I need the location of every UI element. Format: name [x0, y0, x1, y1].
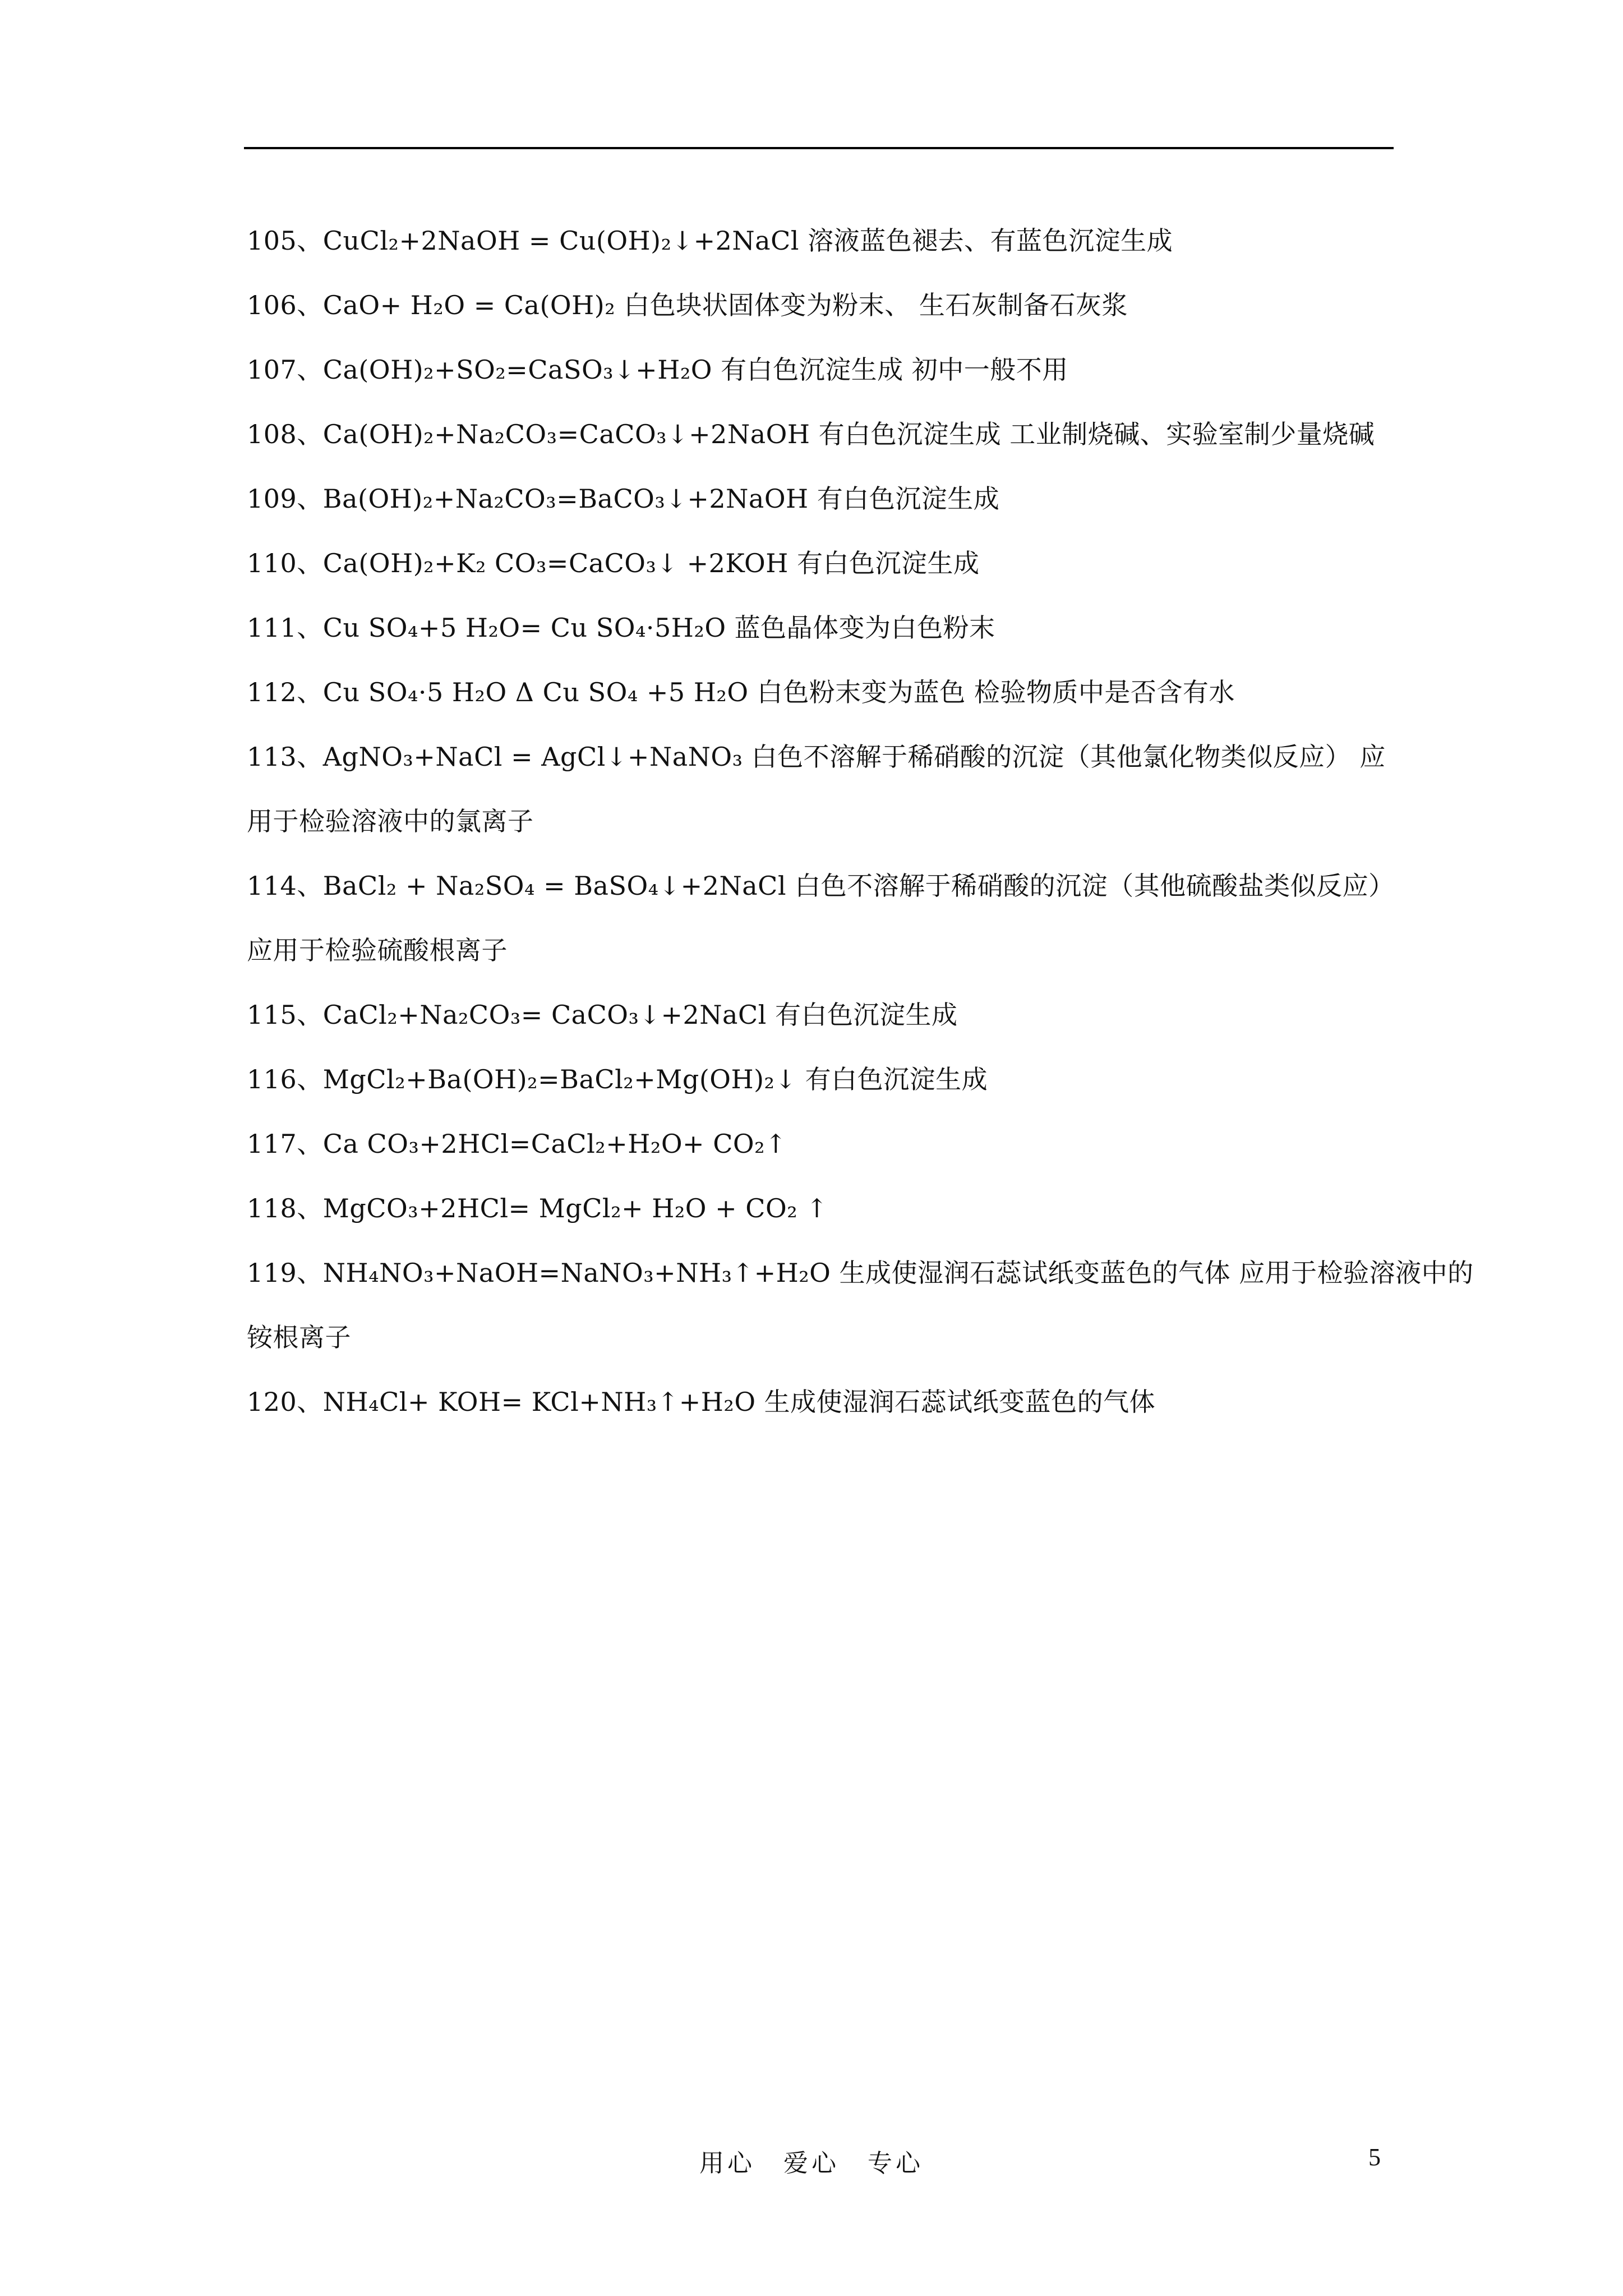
equation-line-120: 120、NH₄Cl+ KOH= KCl+NH₃↑+H₂O 生成使湿润石蕊试纸变蓝色的气体: [247, 1387, 1156, 1417]
equation-line-116: 116、MgCl₂+Ba(OH)₂=BaCl₂+Mg(OH)₂↓ 有白色沉淀生成: [247, 1064, 988, 1094]
equation-line-115: 115、CaCl₂+Na₂CO₃= CaCO₃↓+2NaCl 有白色沉淀生成: [247, 1000, 958, 1030]
equation-line-114: 114、BaCl₂ + Na₂SO₄ = BaSO₄↓+2NaCl 白色不溶解于稀硝酸的沉淀（其他硫酸盐类似反应）: [247, 871, 1395, 901]
document-body: [247, 209, 1474, 1434]
equation-line-118: 118、MgCO₃+2HCl= MgCl₂+ H₂O + CO₂ ↑: [247, 1193, 828, 1223]
equation-line-109: 109、Ba(OH)₂+Na₂CO₃=BaCO₃↓+2NaOH 有白色沉淀生成: [247, 484, 1000, 514]
equation-line-112: 112、Cu SO₄·5 H₂O Δ Cu SO₄ +5 H₂O 白色粉末变为蓝色 检验物质中是否含有水: [247, 677, 1235, 707]
page-number: 5: [1368, 2143, 1381, 2171]
equation-line-107: 107、Ca(OH)₂+SO₂=CaSO₃↓+H₂O 有白色沉淀生成 初中一般不用: [247, 355, 1068, 385]
equation-line-117: 117、Ca CO₃+2HCl=CaCl₂+H₂O+ CO₂↑: [247, 1129, 787, 1159]
equation-line-113-continued: 用于检验溶液中的氯离子: [247, 806, 534, 836]
equation-line-114-continued: 应用于检验硫酸根离子: [247, 935, 508, 965]
equation-line-110: 110、Ca(OH)₂+K₂ CO₃=CaCO₃↓ +2KOH 有白色沉淀生成: [247, 548, 980, 578]
equation-line-119: 119、NH₄NO₃+NaOH=NaNO₃+NH₃↑+H₂O 生成使湿润石蕊试纸变蓝色的气体 应用于检验溶液中的: [247, 1258, 1474, 1288]
header-rule: [244, 147, 1394, 149]
equation-line-113: 113、AgNO₃+NaCl = AgCl↓+NaNO₃ 白色不溶解于稀硝酸的沉淀（其他氯化物类似反应） 应: [247, 742, 1386, 772]
equation-line-111: 111、Cu SO₄+5 H₂O= Cu SO₄·5H₂O 蓝色晶体变为白色粉末: [247, 613, 995, 643]
footer-motto: 用心 爱心 专心: [699, 2149, 924, 2178]
equation-line-106: 106、CaO+ H₂O = Ca(OH)₂ 白色块状固体变为粉末、 生石灰制备石灰浆: [247, 290, 1128, 320]
equation-line-119-continued: 铵根离子: [247, 1322, 351, 1352]
equation-line-105: 105、CuCl₂+2NaOH = Cu(OH)₂↓+2NaCl 溶液蓝色褪去、有蓝色沉淀生成: [247, 226, 1173, 256]
equation-line-108: 108、Ca(OH)₂+Na₂CO₃=CaCO₃↓+2NaOH 有白色沉淀生成 工业制烧碱、实验室制少量烧碱: [247, 419, 1375, 449]
